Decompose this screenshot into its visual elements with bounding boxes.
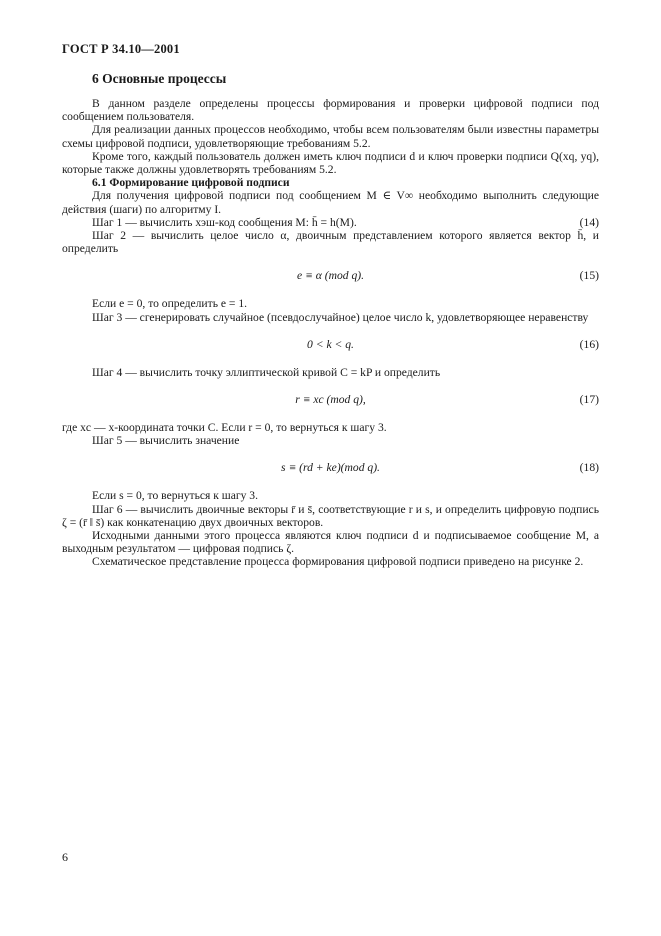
if-s-zero: Если s = 0, то вернуться к шагу 3.	[92, 489, 258, 503]
formula-17-expr: r ≡ xc (mod q),	[295, 393, 366, 407]
equation-number-17: (17)	[579, 393, 599, 407]
formula-17	[62, 393, 599, 407]
paragraph-1: В данном разделе определены процессы формирования и проверки цифровой подписи под сообщением пользователя.	[62, 97, 599, 124]
paragraph-2: Для реализации данных процессов необходимо, чтобы всем пользователям были известны параметры схемы цифровой подписи, удовлетворяющие требованиям 5.2.	[62, 123, 599, 150]
equation-number-14: (14)	[579, 215, 599, 229]
equation-number-16: (16)	[579, 337, 599, 351]
intro-paragraph: Для получения цифровой подписи под сообщением M ∈ V∞ необходимо выполнить следующие действия (шаги) по алгоритму I.	[62, 189, 599, 216]
formula-18-expr: s ≡ (rd + ke)(mod q).	[281, 461, 380, 475]
section-title: 6 Основные процессы	[92, 71, 227, 86]
where-xc: где xc — x-координата точки C. Если r = 0, то вернуться к шагу 3.	[62, 421, 387, 435]
formula-15	[62, 269, 599, 283]
step-4: Шаг 4 — вычислить точку эллиптической кривой C = kP и определить	[92, 365, 441, 379]
step-1-text: Шаг 1 — вычислить хэш-код сообщения M: h̄ = h(M).	[92, 215, 357, 229]
page-number: 6	[62, 850, 68, 864]
document-body	[62, 97, 599, 569]
formula-15-expr: e ≡ α (mod q).	[296, 269, 365, 283]
equation-number-18: (18)	[579, 461, 599, 475]
step-5: Шаг 5 — вычислить значение	[92, 434, 240, 448]
equation-number-15: (15)	[579, 269, 599, 283]
document-header: ГОСТ Р 34.10—2001	[62, 42, 180, 56]
subsection-title: 6.1 Формирование цифровой подписи	[92, 176, 290, 190]
step-1	[62, 216, 599, 229]
scheme-paragraph: Схематическое представление процесса формирования цифровой подписи приведено на рисунке 2.	[92, 555, 584, 569]
step-2: Шаг 2 — вычислить целое число α, двоичным представлением которого является вектор h̄, и определить	[62, 229, 599, 256]
if-e-zero: Если e = 0, то определить e = 1.	[92, 297, 248, 311]
step-6: Шаг 6 — вычислить двоичные векторы r̄ и s̄, соответствующие r и s, и определить цифровую подпись ζ = (r̄ ‖ s̄) как конкатенацию двух двоичных векторов.	[62, 502, 599, 529]
inputs-paragraph: Исходными данными этого процесса являются ключ подписи d и подписываемое сообщение M, а выходным результатом — цифровая подпись ζ.	[62, 529, 599, 556]
formula-18	[62, 461, 599, 475]
formula-16	[62, 338, 599, 352]
paragraph-3: Кроме того, каждый пользователь должен иметь ключ подписи d и ключ проверки подписи Q(xq, yq), которые также должны удовлетворять требованиям 5.2.	[62, 149, 599, 177]
formula-16-expr: 0 < k < q.	[307, 337, 354, 351]
step-3: Шаг 3 — сгенерировать случайное (псевдослучайное) целое число k, удовлетворяющее неравенству	[92, 310, 589, 324]
